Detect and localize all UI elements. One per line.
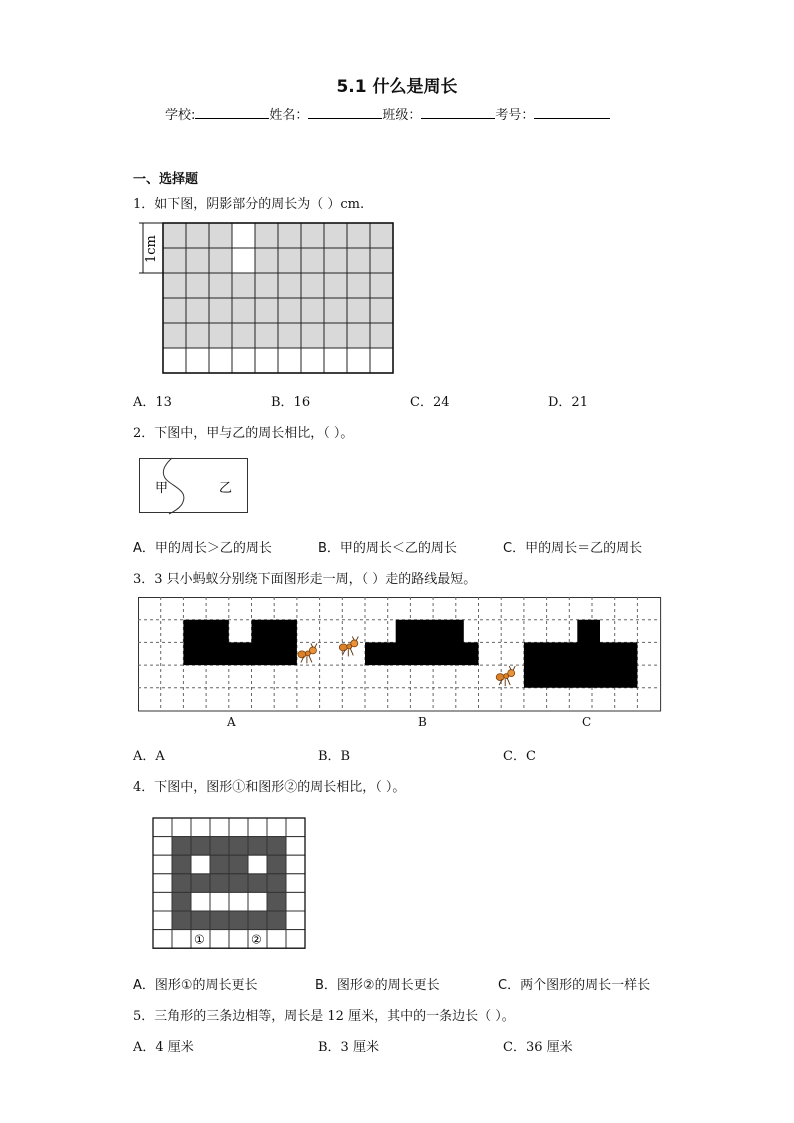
q1-grid-cell <box>301 223 324 248</box>
q3-option-a[interactable]: A．A <box>133 749 165 764</box>
question-2-text: 2．下图中，甲与乙的周长相比，（ ）。 <box>133 426 354 441</box>
q1-grid-cell <box>324 298 347 323</box>
q1-grid-cell <box>370 348 393 373</box>
q1-grid-cell <box>232 323 255 348</box>
q4-option-c[interactable]: C．两个图形的周长一样长 <box>498 978 651 993</box>
q4-grid-cell <box>286 818 305 837</box>
q4-grid-cell <box>172 837 191 856</box>
q1-grid-cell <box>370 223 393 248</box>
q4-option-b[interactable]: B．图形②的周长更长 <box>315 978 440 993</box>
q4-grid-cell <box>172 855 191 874</box>
q1-unit-label: 1cm <box>144 235 159 263</box>
q4-grid-cell <box>248 874 267 893</box>
q1-grid-cell <box>347 348 370 373</box>
q4-grid-cell <box>210 855 229 874</box>
q1-grid-cell <box>347 248 370 273</box>
q1-option-c[interactable]: C．24 <box>410 395 450 410</box>
q4-grid-cell <box>267 874 286 893</box>
q1-grid-cell <box>301 298 324 323</box>
q4-grid-cell <box>153 911 172 930</box>
q4-grid-cell <box>248 911 267 930</box>
q1-grid-cell <box>370 248 393 273</box>
q4-grid-cell <box>267 855 286 874</box>
q4-grid-cell <box>172 874 191 893</box>
q4-grid-cell <box>229 874 248 893</box>
q1-grid-cell <box>232 223 255 248</box>
q3-label-b: B <box>418 715 427 729</box>
q4-grid-cell <box>191 855 210 874</box>
q4-figure-1-mark: ① <box>194 932 205 947</box>
q4-grid-cell <box>286 930 305 949</box>
question-5-text: 5．三角形的三条边相等，周长是 12 厘米，其中的一条边长（ ）。 <box>133 1009 515 1024</box>
q4-grid-cell <box>172 911 191 930</box>
question-3-text: 3．3 只小蚂蚁分别绕下面图形走一周，（ ）走的路线最短。 <box>133 572 477 587</box>
q4-grid-cell <box>286 911 305 930</box>
q3-label-c: C <box>582 715 592 729</box>
q1-grid-cell <box>209 298 232 323</box>
class-blank[interactable] <box>421 106 495 119</box>
q1-grid-cell <box>347 298 370 323</box>
q1-grid-cell <box>301 273 324 298</box>
exam-no-blank[interactable] <box>534 106 610 119</box>
q4-grid-cell <box>267 837 286 856</box>
q1-grid-cell <box>232 298 255 323</box>
q3-label-a: A <box>227 715 236 729</box>
q1-grid-cell <box>324 248 347 273</box>
q4-grid-cell <box>153 930 172 949</box>
q1-grid-cell <box>232 273 255 298</box>
q4-grid-cell <box>229 855 248 874</box>
q1-grid-cell <box>186 298 209 323</box>
q4-figure-2-mark: ② <box>251 932 262 947</box>
q5-option-c[interactable]: C．36 厘米 <box>503 1040 573 1055</box>
q1-grid-cell <box>163 348 186 373</box>
q2-option-b[interactable]: B．甲的周长＜乙的周长 <box>318 541 457 556</box>
q1-grid-cell <box>347 323 370 348</box>
q1-grid-cell <box>255 223 278 248</box>
q1-grid-cell <box>255 273 278 298</box>
q4-grid-cell <box>191 874 210 893</box>
q4-grid-cell <box>248 855 267 874</box>
q1-grid-cell <box>209 348 232 373</box>
q4-grid-cell <box>153 855 172 874</box>
q4-grid-cell <box>286 837 305 856</box>
q4-grid-cell <box>286 892 305 911</box>
q1-grid-cell <box>278 273 301 298</box>
q2-label-jia: 甲 <box>155 481 169 496</box>
q2-option-c[interactable]: C．甲的周长＝乙的周长 <box>503 541 643 556</box>
q1-grid-cell <box>370 298 393 323</box>
q4-grid-cell <box>210 892 229 911</box>
q4-grid-cell <box>286 855 305 874</box>
q1-grid-cell <box>278 223 301 248</box>
q1-grid-cell <box>278 298 301 323</box>
q4-grid-cell <box>267 892 286 911</box>
q4-grid-cell <box>267 911 286 930</box>
q1-grid-cell <box>301 348 324 373</box>
class-label: 班级： <box>382 108 422 123</box>
q1-grid-cell <box>186 348 209 373</box>
q1-grid-cell <box>163 298 186 323</box>
q4-option-a[interactable]: A．图形①的周长更长 <box>133 978 258 993</box>
student-info-line <box>165 104 610 123</box>
q4-grid-cell <box>172 818 191 837</box>
q1-grid-cell <box>370 323 393 348</box>
q1-grid-cell <box>186 223 209 248</box>
question-1-text: 1．如下图，阴影部分的周长为（ ）cm. <box>133 197 365 212</box>
q3-option-c[interactable]: C．C <box>503 749 536 764</box>
q4-grid-cell <box>248 837 267 856</box>
q4-grid-cell <box>286 874 305 893</box>
q5-option-a[interactable]: A．4 厘米 <box>133 1040 194 1055</box>
q1-grid-cell <box>232 348 255 373</box>
q1-grid-cell <box>347 223 370 248</box>
q2-label-yi: 乙 <box>219 481 233 496</box>
q4-grid-cell <box>229 930 248 949</box>
q1-grid-cell <box>209 223 232 248</box>
q1-grid-cell <box>255 248 278 273</box>
q1-grid-cell <box>301 248 324 273</box>
q4-grid-cell <box>210 911 229 930</box>
q1-grid-cell <box>278 323 301 348</box>
q4-grid-cell <box>210 930 229 949</box>
q1-grid-cell <box>301 323 324 348</box>
q4-grid-cell <box>153 837 172 856</box>
q4-grid-cell <box>210 837 229 856</box>
page-title: 5.1 什么是周长 <box>336 77 458 97</box>
q2-option-a[interactable]: A．甲的周长＞乙的周长 <box>133 541 272 556</box>
q1-grid-cell <box>278 248 301 273</box>
q1-grid-cell <box>347 273 370 298</box>
q1-grid-cell <box>163 273 186 298</box>
q4-grid-cell <box>191 818 210 837</box>
q4-grid-cell <box>229 818 248 837</box>
q4-grid-cell <box>248 892 267 911</box>
q1-grid-cell <box>209 248 232 273</box>
school-label: 学校: <box>165 108 196 123</box>
school-blank[interactable] <box>195 106 269 119</box>
q1-grid-cell <box>186 323 209 348</box>
section-heading: 一、选择题 <box>133 172 199 187</box>
q4-grid-cell <box>153 818 172 837</box>
q4-grid-cell <box>172 892 191 911</box>
q4-grid-cell <box>248 818 267 837</box>
q1-grid-cell <box>163 248 186 273</box>
q1-grid-cell <box>324 273 347 298</box>
q1-grid-cell <box>186 273 209 298</box>
q3-option-b[interactable]: B．B <box>318 749 351 764</box>
q1-grid-cell <box>255 298 278 323</box>
q1-grid-cell <box>209 323 232 348</box>
q4-grid-cell <box>229 892 248 911</box>
q4-grid-cell <box>153 874 172 893</box>
q4-grid-cell <box>210 818 229 837</box>
q4-grid-cell <box>191 892 210 911</box>
q1-grid-cell <box>278 348 301 373</box>
q1-grid-cell <box>324 348 347 373</box>
q1-grid-cell <box>209 273 232 298</box>
q4-grid-cell <box>267 930 286 949</box>
q1-grid-cell <box>186 248 209 273</box>
q1-grid-figure <box>135 220 397 376</box>
q4-grid-cell <box>153 892 172 911</box>
q5-option-b[interactable]: B．3 厘米 <box>318 1040 379 1055</box>
q1-option-b[interactable]: B．16 <box>271 395 311 410</box>
q1-grid-cell <box>232 248 255 273</box>
name-label: 姓名： <box>269 108 309 123</box>
q4-grid-figure <box>153 818 307 949</box>
q1-grid-cell <box>370 273 393 298</box>
q1-option-d[interactable]: D．21 <box>548 395 588 410</box>
name-blank[interactable] <box>308 106 382 119</box>
q1-grid-cell <box>324 223 347 248</box>
q1-grid-cell <box>163 223 186 248</box>
q1-grid-cell <box>255 323 278 348</box>
q4-grid-cell <box>267 818 286 837</box>
question-4-text: 4．下图中，图形①和图形②的周长相比，（ ）。 <box>133 780 406 795</box>
q4-grid-cell <box>191 911 210 930</box>
q1-option-a[interactable]: A．13 <box>133 395 172 410</box>
q3-ant-paths-figure <box>138 597 660 715</box>
q1-grid-cell <box>255 348 278 373</box>
q2-rectangle-figure <box>139 456 251 516</box>
q4-grid-cell <box>172 930 191 949</box>
q4-grid-cell <box>191 837 210 856</box>
q4-grid-cell <box>229 837 248 856</box>
q1-grid-cell <box>163 323 186 348</box>
q4-grid-cell <box>210 874 229 893</box>
q1-grid-cell <box>324 323 347 348</box>
exam-no-label: 考号： <box>495 108 535 123</box>
q4-grid-cell <box>229 911 248 930</box>
